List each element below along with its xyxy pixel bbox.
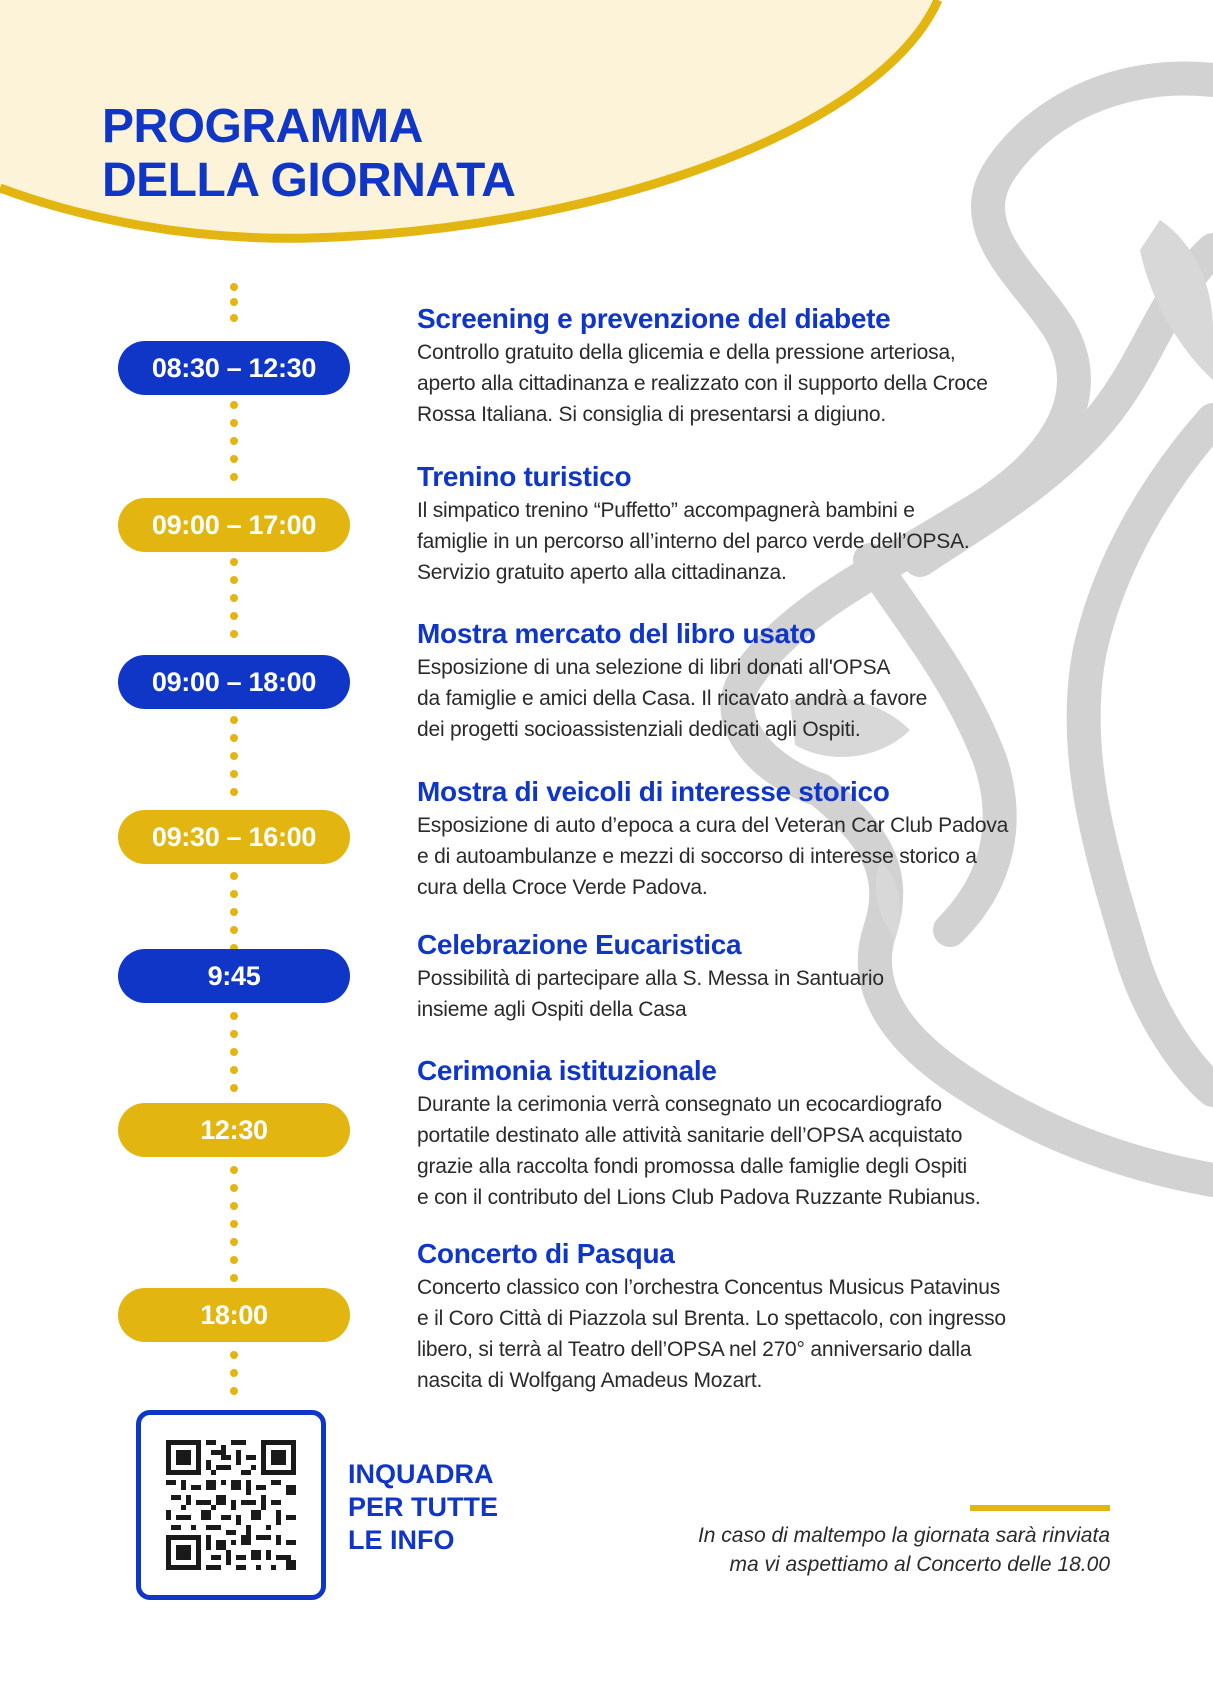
event-desc-line: famiglie in un percorso all’interno del parco verde dell’OPSA.: [417, 530, 970, 553]
qr-label: [348, 1458, 498, 1557]
event-desc-line: da famiglie e amici della Casa. Il ricavato andrà a favore: [417, 687, 928, 710]
event-title: Celebrazione Eucaristica: [417, 929, 742, 960]
event-title: Screening e prevenzione del diabete: [417, 303, 891, 334]
time-pill: 09:00 – 18:00: [118, 655, 350, 709]
event-title: Mostra mercato del libro usato: [417, 618, 816, 649]
event-trenino: [417, 460, 1117, 588]
event-mostra-libro: [417, 617, 1117, 745]
time-pill: 9:45: [118, 949, 350, 1003]
title-line-1: PROGRAMMA: [102, 100, 423, 153]
qr-code-icon[interactable]: [166, 1440, 296, 1570]
event-title: Trenino turistico: [417, 461, 632, 492]
event-desc-line: Il simpatico trenino “Puffetto” accompagnerà bambini e: [417, 499, 915, 522]
event-desc-line: libero, si terrà al Teatro dell’OPSA nel 270° anniversario dalla: [417, 1338, 972, 1361]
event-desc-line: Esposizione di una selezione di libri donati all'OPSA: [417, 656, 891, 679]
event-desc-line: Durante la cerimonia verrà consegnato un ecocardiografo: [417, 1093, 942, 1116]
qr-label-line: LE INFO: [348, 1525, 455, 1555]
event-desc-line: Controllo gratuito della glicemia e della pressione arteriosa,: [417, 341, 956, 364]
title-line-2: DELLA GIORNATA: [102, 154, 516, 207]
time-pill: 09:30 – 16:00: [118, 810, 350, 864]
time-pill: 18:00: [118, 1288, 350, 1342]
qr-label-line: PER TUTTE: [348, 1492, 499, 1522]
qr-label-line: INQUADRA: [348, 1459, 494, 1489]
event-title: Mostra di veicoli di interesse storico: [417, 776, 890, 807]
event-desc-line: Concerto classico con l’orchestra Concentus Musicus Patavinus: [417, 1276, 1001, 1299]
event-desc-line: cura della Croce Verde Padova.: [417, 876, 708, 899]
weather-note: [698, 1521, 1110, 1579]
event-desc-line: e il Coro Città di Piazzola sul Brenta. Lo spettacolo, con ingresso: [417, 1307, 1006, 1330]
weather-note-line: In caso di maltempo la giornata sarà rinviata: [697, 1524, 1110, 1547]
time-pill: 09:00 – 17:00: [118, 498, 350, 552]
event-desc-line: grazie alla raccolta fondi promossa dalle famiglie degli Ospiti: [417, 1155, 968, 1178]
event-celebrazione: [417, 928, 1117, 1025]
event-desc-line: Servizio gratuito aperto alla cittadinanza.: [417, 561, 787, 584]
time-pill: 12:30: [118, 1103, 350, 1157]
event-desc-line: dei progetti socioassistenziali dedicati agli Ospiti.: [417, 718, 861, 741]
event-concerto: [417, 1237, 1117, 1396]
event-desc-line: portatile destinato alle attività sanitarie dell’OPSA acquistato: [417, 1124, 963, 1147]
event-desc-line: insieme agli Ospiti della Casa: [417, 998, 687, 1021]
event-desc-line: nascita di Wolfgang Amadeus Mozart.: [417, 1369, 763, 1392]
event-veicoli: [417, 775, 1117, 903]
event-title: Concerto di Pasqua: [417, 1238, 675, 1269]
weather-note-line: ma vi aspettiamo al Concerto delle 18.00: [729, 1553, 1110, 1576]
qr-code-frame[interactable]: [136, 1410, 326, 1600]
event-desc-line: e con il contributo del Lions Club Padova Ruzzante Rubianus.: [417, 1186, 981, 1209]
event-desc-line: Rossa Italiana. Si consiglia di presentarsi a digiuno.: [417, 403, 886, 426]
footer-divider: [970, 1505, 1110, 1511]
event-desc-line: aperto alla cittadinanza e realizzato con il supporto della Croce: [417, 372, 988, 395]
event-title: Cerimonia istituzionale: [417, 1055, 717, 1086]
event-desc-line: Possibilità di partecipare alla S. Messa in Santuario: [417, 967, 884, 990]
event-screening: [417, 302, 1117, 430]
event-desc-line: Esposizione di auto d’epoca a cura del Veteran Car Club Padova: [417, 814, 1009, 837]
time-pill: 08:30 – 12:30: [118, 341, 350, 395]
event-cerimonia: [417, 1054, 1117, 1213]
page-title: [102, 100, 515, 208]
event-desc-line: e di autoambulanze e mezzi di soccorso di interesse storico a: [417, 845, 977, 868]
